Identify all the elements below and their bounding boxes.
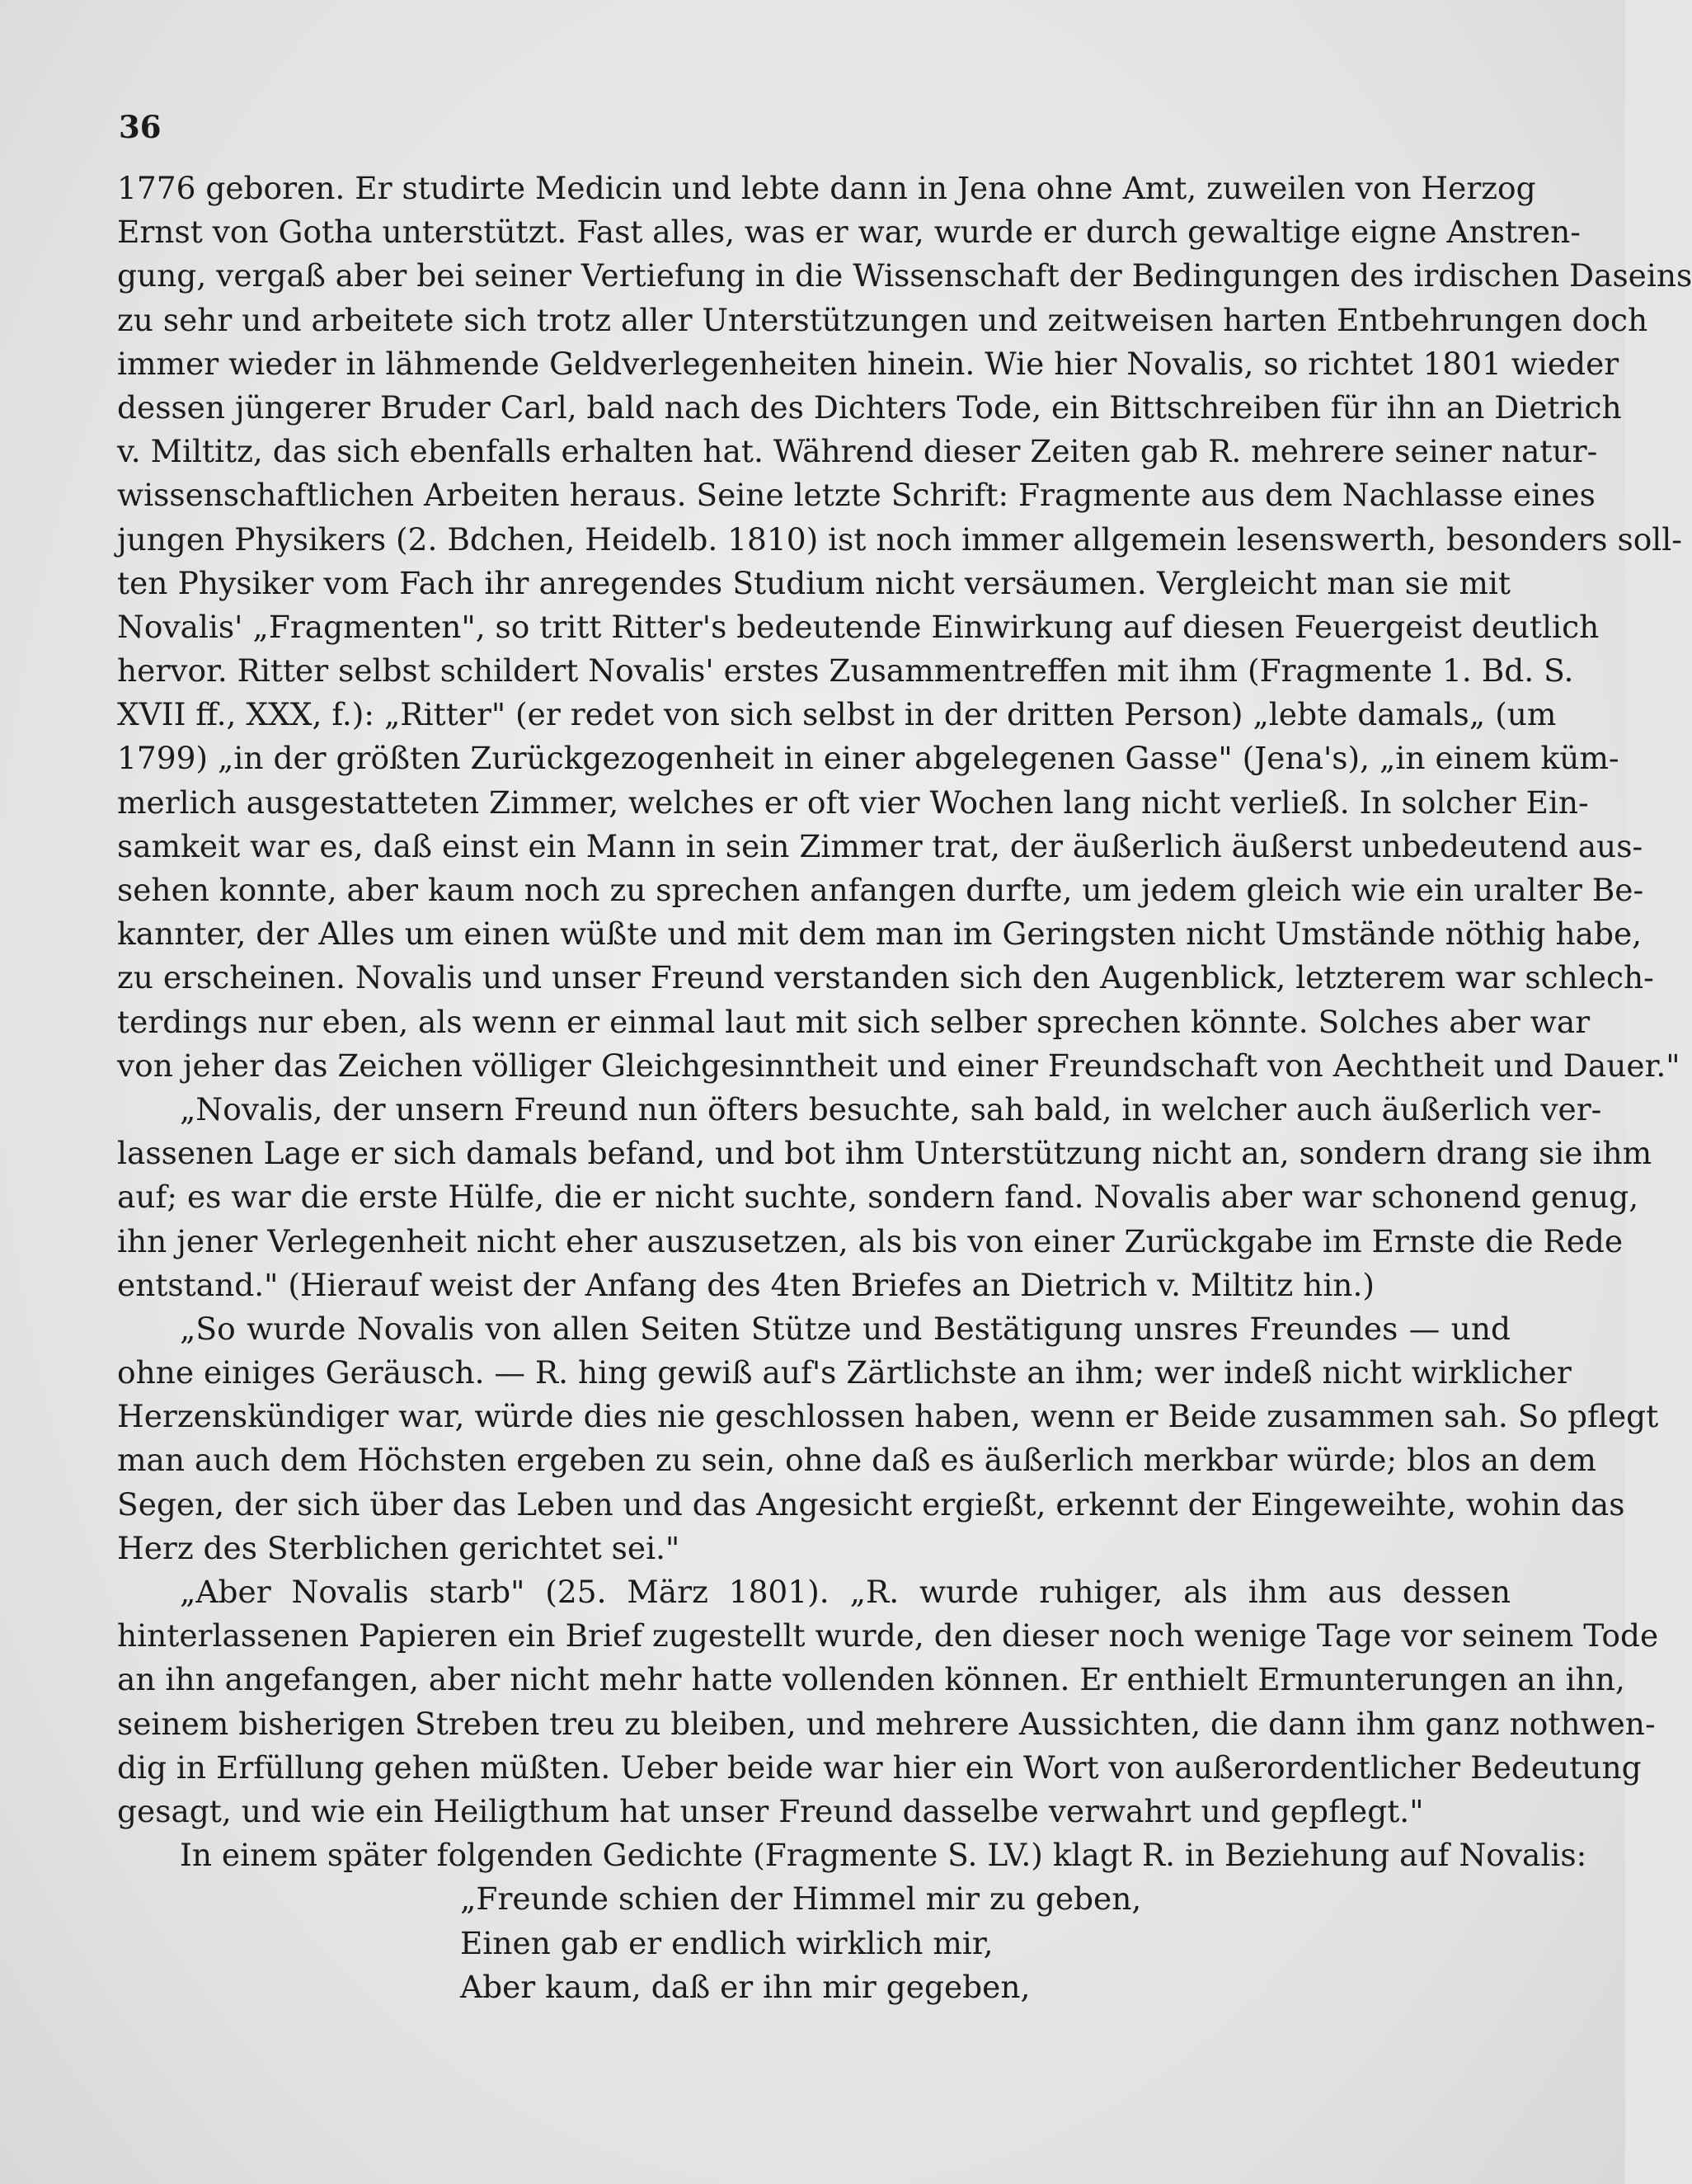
text-line: ihn jener Verlegenheit nicht eher auszusetzen, als bis von einer Zurückgabe im Ernste die Rede bbox=[117, 1222, 1624, 1259]
text-line: Segen, der sich über das Leben und das Angesicht ergießt, erkennt der Eingeweihte, wohin das bbox=[117, 1485, 1625, 1523]
text-line: gesagt, und wie ein Heiligthum hat unser Freund dasselbe verwahrt und gepflegt." bbox=[117, 1792, 1424, 1829]
text-line: immer wieder in lähmende Geldverlegenheiten hinein. Wie hier Novalis, so richtet 1801 wieder bbox=[117, 345, 1619, 382]
text-line: „Aber Novalis starb" (25. März 1801). „R. wurde ruhiger, als ihm aus dessen bbox=[180, 1574, 1511, 1610]
text-line: XVII ff., XXX, f.): „Ritter" (er redet von sich selbst in der dritten Person) „lebte damals„ (um bbox=[117, 696, 1557, 733]
text-line: samkeit war es, daß einst ein Mann in sein Zimmer trat, der äußerlich äußerst unbedeutend aus- bbox=[117, 827, 1643, 864]
text-line: dessen jüngerer Bruder Carl, bald nach des Dichters Tode, ein Bittschreiben für ihn an Dietrich bbox=[117, 388, 1622, 426]
text-line: Herzenskündiger war, würde dies nie geschlossen haben, wenn er Beide zusammen sah. So pflegt bbox=[117, 1398, 1659, 1435]
text-line: man auch dem Höchsten ergeben zu sein, ohne daß es äußerlich merkbar würde; blos an dem bbox=[117, 1442, 1596, 1479]
text-line: v. Miltitz, das sich ebenfalls erhalten hat. Während dieser Zeiten gab R. mehrere seiner natur- bbox=[117, 433, 1598, 470]
text-line: jungen Physikers (2. Bdchen, Heidelb. 1810) ist noch immer allgemein lesenswerth, besonders soll- bbox=[117, 520, 1682, 558]
text-line: 1799) „in der größten Zurückgezogenheit in einer abgelegenen Gasse" (Jena's), „in einem küm- bbox=[117, 740, 1619, 777]
text-line: sehen konnte, aber kaum noch zu sprechen anfangen durfte, um jedem gleich wie ein uralter Be- bbox=[117, 872, 1644, 908]
text-line: hinterlassenen Papieren ein Brief zugestellt wurde, den dieser noch wenige Tage vor seinem Tode bbox=[117, 1617, 1659, 1654]
body-text bbox=[117, 167, 1692, 2009]
text-line: terdings nur eben, als wenn er einmal laut mit sich selber sprechen könnte. Solches aber war bbox=[117, 1003, 1591, 1040]
text-line: Ernst von Gotha unterstützt. Fast alles, was er war, wurde er durch gewaltige eigne Anstren- bbox=[117, 214, 1581, 251]
poem-line: „Freunde schien der Himmel mir zu geben, bbox=[460, 1880, 1142, 1918]
text-line: kannter, der Alles um einen wüßte und mit dem man im Geringsten nicht Umstände nöthig habe, bbox=[117, 915, 1643, 953]
text-line: seinem bisherigen Streben treu zu bleiben, und mehrere Aussichten, die dann ihm ganz nothwen- bbox=[117, 1705, 1656, 1742]
text-line: merlich ausgestatteten Zimmer, welches er oft vier Wochen lang nicht verließ. In solcher Ein- bbox=[117, 784, 1589, 821]
poem-line: Aber kaum, daß er ihn mir gegeben, bbox=[460, 1968, 1031, 2005]
text-line: ten Physiker vom Fach ihr anregendes Studium nicht versäumen. Vergleicht man sie mit bbox=[117, 564, 1511, 601]
page-number: 36 bbox=[119, 109, 162, 145]
text-line: Novalis' „Fragmenten", so tritt Ritter's bedeutende Einwirkung auf diesen Feuergeist deutlich bbox=[117, 608, 1600, 645]
text-line: entstand." (Hierauf weist der Anfang des 4ten Briefes an Dietrich v. Miltitz hin.) bbox=[117, 1266, 1375, 1303]
text-line: von jeher das Zeichen völliger Gleichgesinntheit und einer Freundschaft von Aechtheit und Dauer." bbox=[117, 1047, 1680, 1084]
text-line: zu sehr und arbeitete sich trotz aller Unterstützungen und zeitweisen harten Entbehrungen doch bbox=[117, 301, 1648, 338]
text-line: zu erscheinen. Novalis und unser Freund verstanden sich den Augenblick, letzterem war schlech- bbox=[117, 959, 1654, 996]
text-line: ohne einiges Geräusch. — R. hing gewiß auf's Zärtlichste an ihm; wer indeß nicht wirklicher bbox=[117, 1354, 1572, 1391]
text-line: „Novalis, der unsern Freund nun öfters besuchte, sah bald, in welcher auch äußerlich ver- bbox=[180, 1090, 1602, 1127]
text-line: Herz des Sterblichen gerichtet sei." bbox=[117, 1529, 680, 1566]
text-line: „So wurde Novalis von allen Seiten Stütze und Bestätigung unsres Freundes — und bbox=[180, 1310, 1511, 1347]
poem-line: Einen gab er endlich wirklich mir, bbox=[460, 1924, 994, 1961]
text-line: In einem später folgenden Gedichte (Fragmente S. LV.) klagt R. in Beziehung auf Novalis: bbox=[180, 1837, 1587, 1874]
text-line: lassenen Lage er sich damals befand, und bot ihm Unterstützung nicht an, sondern drang sie ihm bbox=[117, 1135, 1652, 1172]
text-line: an ihn angefangen, aber nicht mehr hatte vollenden können. Er enthielt Ermunterungen an ihn, bbox=[117, 1661, 1625, 1698]
text-line: dig in Erfüllung gehen müßten. Ueber beide war hier ein Wort von außerordentlicher Bedeutung bbox=[117, 1749, 1642, 1786]
text-line: 1776 geboren. Er studirte Medicin und lebte dann in Jena ohne Amt, zuweilen von Herzog bbox=[117, 170, 1536, 206]
text-line: gung, vergaß aber bei seiner Vertiefung in die Wissenschaft der Bedingungen des irdischen Daseins bbox=[117, 257, 1692, 294]
text-line: wissenschaftlichen Arbeiten heraus. Seine letzte Schrift: Fragmente aus dem Nachlasse eines bbox=[117, 477, 1596, 514]
text-line: hervor. Ritter selbst schildert Novalis' erstes Zusammentreffen mit ihm (Fragmente 1. Bd. S. bbox=[117, 652, 1574, 690]
text-line: auf; es war die erste Hülfe, die er nicht suchte, sondern fand. Novalis aber war schonend genug, bbox=[117, 1179, 1639, 1216]
